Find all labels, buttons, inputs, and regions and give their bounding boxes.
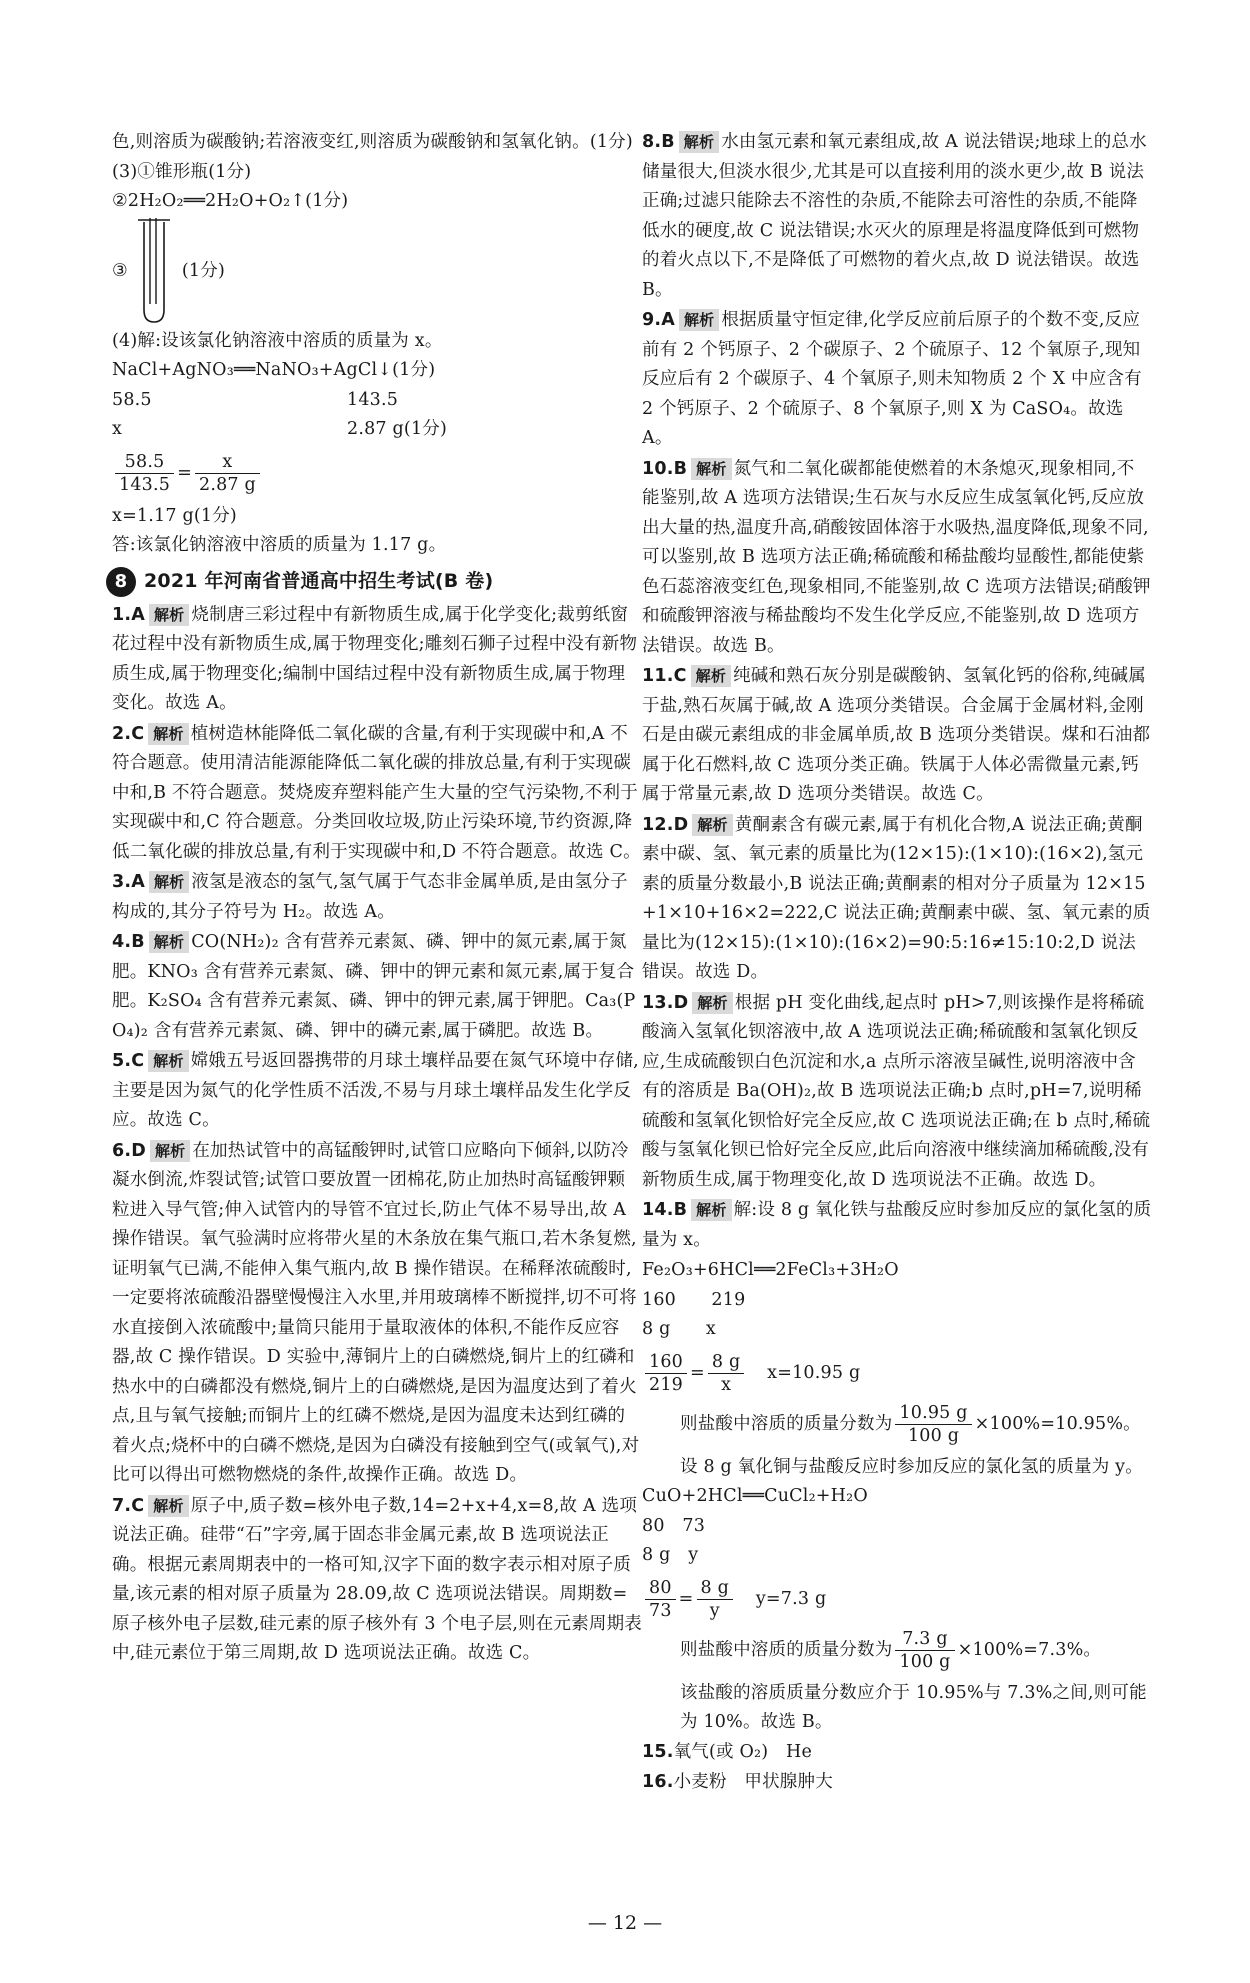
test-tube-figure: [112, 217, 642, 327]
fraction: $\frac{10.95 g}{100 g}$: [895, 1402, 971, 1447]
analysis-tag: 解析: [679, 131, 719, 153]
mass-row: 160 219: [642, 1289, 746, 1310]
percentage-line: 则盐酸中溶质的质量分数为 $\frac{10.95 g}{100 g}$ ×100%=10.95%。: [680, 1402, 1141, 1446]
section-heading: [106, 567, 642, 597]
question-4: 4.B 解析 CO(NH₂)₂ 含有营养元素氮、磷、钾中的氮元素,属于氮肥。KNO₃ 含有营养元素氮、磷、钾中的钾元素和氮元素,属于复合肥。K₂SO₄ 含有营养元素氮、磷、钾中的钾元素,属于钾肥。Ca₃(PO₄)₂ 含有营养元素氮、磷、钾中的磷元素,属于磷肥。故选 B。: [112, 932, 636, 1041]
mass-value: 58.5: [112, 389, 152, 410]
proportion-equation: $\frac{58.5}{143.5}$ = $\frac{x}{2.87 g}$: [112, 451, 642, 496]
proportion-equation: $\frac{160}{219}$ = $\frac{8 g}{x}$ x=10.95 g: [642, 1351, 1152, 1396]
proportion-equation: $\frac{80}{73}$ = $\frac{8 g}{y}$ y=7.3 g: [642, 1577, 1152, 1622]
fraction: $\frac{x}{2.87 g}$: [195, 451, 260, 496]
right-column: [642, 128, 1152, 1799]
question-13: 13.D 解析 根据 pH 变化曲线,起点时 pH>7,则该操作是将稀硫酸滴入氢氧化钡溶液中,故 A 选项说法正确;稀硫酸和氢氧化钡反应,生成硫酸钡白色沉淀和水,a 点所示溶液呈碱性,说明溶液中含有的溶质是 Ba(OH)₂,故 B 选项说法正确;b 点时,pH=7,说明稀硫酸和氢氧化钡恰好完全反应,故 C 选项说法正确;在 b 点时,稀硫酸与氢氧化钡已恰好完全反应,此后向溶液中继续滴加稀硫酸,没有新物质生成,属于物理变化,故 D 选项说法不正确。故选 D。: [642, 992, 1151, 1190]
reaction-equation: NaCl+AgNO₃══NaNO₃+AgCl↓(1分): [112, 360, 436, 380]
analysis-tag: 解析: [149, 931, 189, 953]
question-9: 9.A 解析 根据质量守恒定律,化学反应前后原子的个数不变,反应前有 2 个钙原子、2 个碳原子、2 个硫原子、12 个氧原子,现知反应后有 2 个碳原子、4 个氧原子,则未知物质 2 个 X 中应含有 2 个钙原子、2 个硫原子、8 个氧原子,则 X 为 CaSO₄。故选 A。: [642, 310, 1142, 448]
solution-result: y=7.3 g: [755, 1588, 827, 1609]
mass-row: [112, 415, 642, 445]
mass-row: [112, 386, 642, 416]
analysis-tag: 解析: [679, 309, 719, 331]
fraction: $\frac{8 g}{x}$: [708, 1351, 745, 1396]
fraction: $\frac{160}{219}$: [645, 1351, 687, 1396]
left-column: [112, 128, 642, 1670]
analysis-tag: 解析: [691, 1199, 731, 1221]
question-6: 6.D 解析 在加热试管中的高锰酸钾时,试管口应略向下倾斜,以防冷凝水倒流,炸裂试管;试管口要放置一团棉花,防止加热时高锰酸钾颗粒进入导气管;伸入试管内的导管不宜过长,防止气体不易导出,故 A 操作错误。氧气验满时应将带火星的木条放在集气瓶口,若木条复燃,证明氧气已满,不能伸入集气瓶内,故 B 操作错误。在稀释浓硫酸时,一定要将浓硫酸沿器壁慢慢注入水里,并用玻璃棒不断搅拌,切不可将水直接倒入浓硫酸中;量筒只能用于量取液体的体积,不能作反应容器,故 C 操作错误。D 实验中,薄铜片上的白磷燃烧,铜片上的红磷和热水中的白磷都没有燃烧,铜片上的白磷燃烧,是因为温度达到了着火点,且与氧气接触;而铜片上的红磷不燃烧,是因为温度未达到红磷的着火点;烧杯中的白磷不燃烧,是因为白磷没有接触到空气(或氧气),对比可以得出可燃物燃烧的条件,故操作正确。故选 D。: [112, 1140, 640, 1485]
question-3: 3.A 解析 液氢是液态的氢气,氢气属于气态非金属单质,是由氢分子构成的,其分子符号为 H₂。故选 A。: [112, 872, 628, 922]
solution-answer: 答:该氯化钠溶液中溶质的质量为 1.17 g。: [112, 535, 447, 555]
solution-result: x=10.95 g: [767, 1362, 861, 1383]
analysis-tag: 解析: [149, 604, 189, 626]
analysis-tag: 解析: [692, 992, 732, 1014]
question-14-work: [642, 1256, 1152, 1738]
question-8: 8.B 解析 水由氢元素和氧元素组成,故 A 说法错误;地球上的总水储量很大,但淡水很少,尤其是可以直接利用的淡水更少,故 B 说法正确;过滤只能除去不溶性的杂质,不能除去可溶性的杂质,不能降低水的硬度,故 C 说法错误;水灭火的原理是将温度降低到可燃物的着火点以下,不是降低了可燃物的着火点,故 D 说法错误。故选 B。: [642, 132, 1147, 300]
fraction: $\frac{58.5}{143.5}$: [115, 451, 174, 496]
analysis-tag: 解析: [149, 871, 189, 893]
section-badge: 8: [106, 567, 136, 597]
continued-text: (3)①锥形瓶(1分): [112, 161, 252, 182]
solution-intro: 设 8 g 氧化铜与盐酸反应时参加反应的氯化氢的质量为 y。: [680, 1456, 1143, 1477]
question-10: 10.B 解析 氮气和二氧化碳都能使燃着的木条熄灭,现象相同,不能鉴别,故 A 选项方法错误;生石灰与水反应生成氢氧化钙,反应放出大量的热,温度升高,硝酸铵固体溶于水吸热,温度降低,现象不同,可以鉴别,故 B 选项方法正确;稀硫酸和稀盐酸均显酸性,都能使紫色石蕊溶液变红色,现象相同,不能鉴别,故 C 选项方法错误;硝酸钾和硫酸钾溶液与稀盐酸均不发生化学反应,不能鉴别,故 D 选项方法错误。故选 B。: [642, 458, 1151, 656]
mass-row: 80 73: [642, 1515, 706, 1536]
mass-value: 143.5: [347, 389, 399, 410]
question-1: 1.A 解析 烧制唐三彩过程中有新物质生成,属于化学变化;裁剪纸窗花过程中没有新物质生成,属于物理变化;雕刻石狮子过程中没有新物质生成,属于物理变化;编制中国结过程中没有新物质生成,属于物理变化。故选 A。: [112, 604, 638, 713]
analysis-tag: 解析: [148, 1050, 188, 1072]
analysis-tag: 解析: [148, 1495, 188, 1517]
question-12: 12.D 解析 黄酮素含有碳元素,属于有机化合物,A 说法正确;黄酮素中碳、氢、氧元素的质量比为(12×15):(1×10):(16×2),氢元素的质量分数最小,B 说法正确;黄酮素的相对分子质量为 12×15+1×10+16×2=222,C 说法正确;黄酮素中碳、氢、氧元素的质量比为(12×15):(1×10):(16×2)=90:5:16≠15:10:2,D 说法错误。故选 D。: [642, 814, 1151, 982]
analysis-tag: 解析: [691, 458, 731, 480]
fraction: $\frac{7.3 g}{100 g}$: [895, 1628, 954, 1673]
fraction: $\frac{8 g}{y}$: [697, 1577, 734, 1622]
question-7: 7.C 解析 原子中,质子数=核外电子数,14=2+x+4,x=8,故 A 选项说法正确。硅带“石”字旁,属于固态非金属元素,故 B 选项说法正确。根据元素周期表中的一格可知,汉字下面的数字表示相对原子质量,该元素的相对原子质量为 28.09,故 C 选项说法错误。周期数=原子核外电子层数,硅元素的原子核外有 3 个电子层,则在元素周期表中,硅元素位于第三周期,故 D 选项说法正确。故选 C。: [112, 1495, 642, 1663]
mass-value: 2.87 g(1分): [347, 419, 448, 439]
page-number: — 12 —: [587, 1912, 663, 1934]
test-tube-diagram: [136, 218, 176, 326]
figure-label: ③: [112, 260, 128, 281]
question-11: 11.C 解析 纯碱和熟石灰分别是碳酸钠、氢氧化钙的俗称,纯碱属于盐,熟石灰属于碱,故 A 选项分类错误。合金属于金属材料,金刚石是由碳元素组成的非金属单质,故 B 选项分类错误。煤和石油都属于化石燃料,故 C 选项分类正确。铁属于人体必需微量元素,钙属于常量元素,故 D 选项分类错误。故选 C。: [642, 666, 1151, 804]
section-title: 2021 年河南省普通高中招生考试(B 卷): [144, 569, 494, 592]
analysis-tag: 解析: [692, 814, 732, 836]
solution-result: x=1.17 g(1分): [112, 505, 237, 526]
solution-answer: 该盐酸的溶质质量分数应介于 10.95%与 7.3%之间,则可能为 10%。故选 B。: [680, 1682, 1147, 1732]
percentage-line: 则盐酸中溶质的质量分数为 $\frac{7.3 g}{100 g}$ ×100%=7.3%。: [680, 1628, 1102, 1672]
continued-text: 色,则溶质为碳酸钠;若溶液变红,则溶质为碳酸钠和氢氧化钠。(1分): [112, 132, 633, 152]
analysis-tag: 解析: [150, 1140, 190, 1162]
question-14: 14.B 解析 解:设 8 g 氧化铁与盐酸反应时参加反应的氯化氢的质量为 x。: [642, 1200, 1152, 1250]
solution-intro: (4)解:设该氯化钠溶液中溶质的质量为 x。: [112, 330, 443, 351]
figure-score: (1分): [181, 260, 225, 281]
fraction: $\frac{80}{73}$: [645, 1577, 676, 1622]
question-15: 15.氧气(或 O₂) He: [642, 1741, 813, 1762]
analysis-tag: 解析: [148, 723, 188, 745]
question-5: 5.C 解析 嫦娥五号返回器携带的月球土壤样品要在氮气环境中存储,主要是因为氮气的化学性质不活泼,不易与月球土壤样品发生化学反应。故选 C。: [112, 1051, 639, 1130]
question-16: 16.小麦粉 甲状腺肿大: [642, 1772, 833, 1792]
continued-equation: ②2H₂O₂══2H₂O+O₂↑(1分): [112, 191, 349, 211]
reaction-equation: CuO+2HCl══CuCl₂+H₂O: [642, 1486, 868, 1506]
mass-value: x: [112, 419, 123, 439]
reaction-equation: Fe₂O₃+6HCl══2FeCl₃+3H₂O: [642, 1260, 899, 1280]
mass-row: 8 g x: [642, 1319, 716, 1339]
question-2: 2.C 解析 植树造林能降低二氧化碳的含量,有利于实现碳中和,A 不符合题意。使用清洁能源能降低二氧化碳的排放总量,有利于实现碳中和,B 不符合题意。焚烧废弃塑料能产生大量的空气污染物,不利于实现碳中和,C 符合题意。分类回收垃圾,防止污染环境,节约资源,降低二氧化碳的排放总量,有利于实现碳中和,D 不符合题意。故选 C。: [112, 723, 641, 862]
mass-row: 8 g y: [642, 1545, 699, 1565]
analysis-tag: 解析: [691, 665, 731, 687]
